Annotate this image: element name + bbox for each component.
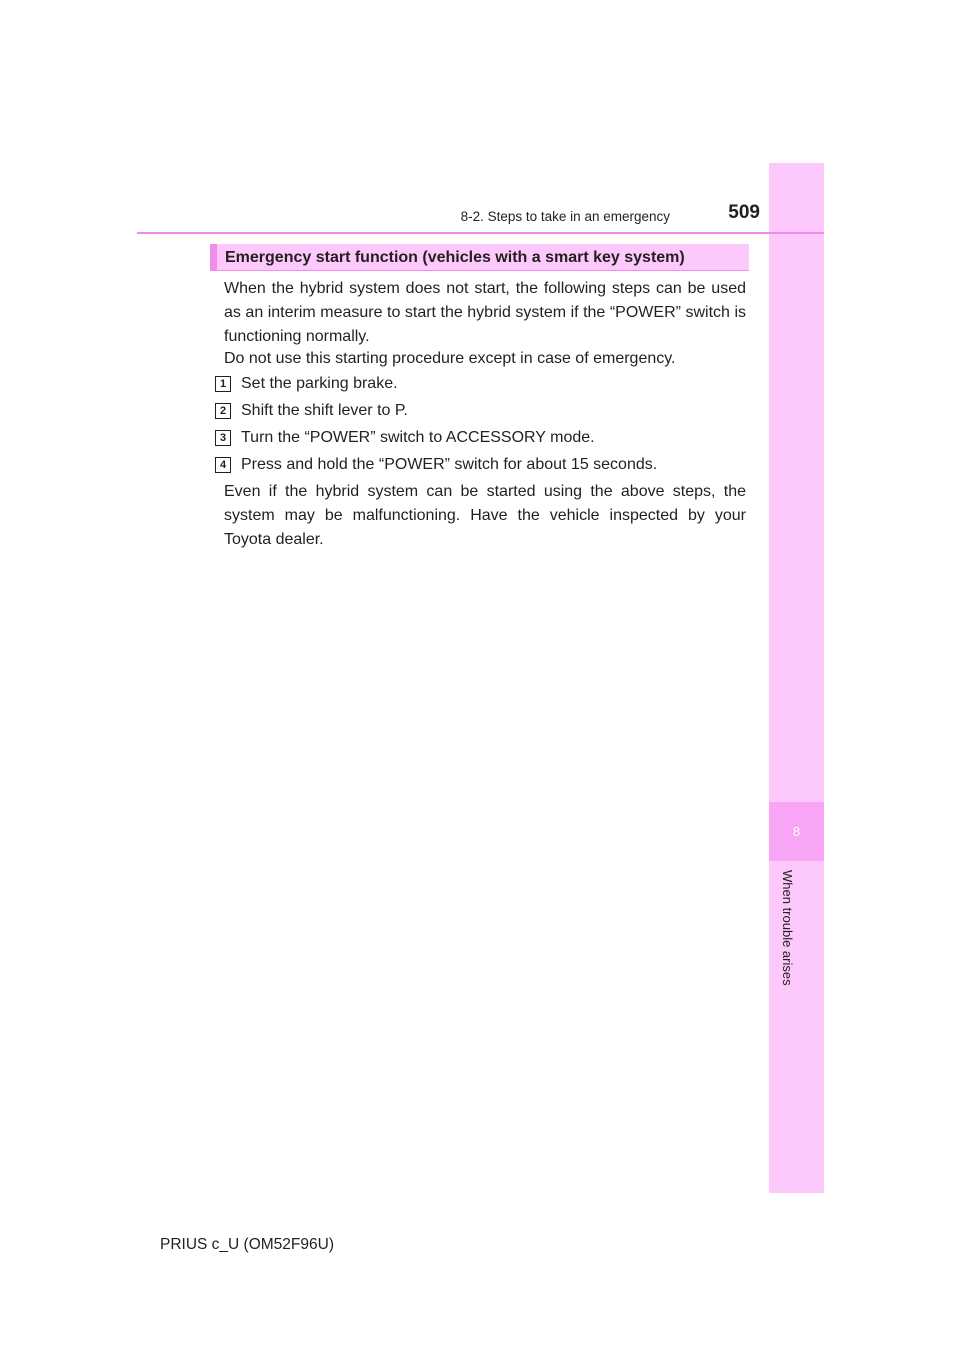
- chapter-side-tab: [769, 163, 824, 1193]
- page-number: 509: [728, 202, 760, 223]
- step-number-badge: 1: [215, 376, 231, 392]
- chapter-number: 8: [769, 802, 824, 861]
- chapter-label: When trouble arises: [780, 870, 795, 986]
- intro-paragraph: When the hybrid system does not start, the following steps can be used as an interim measure to start the hybrid system if the “POWER” switch is functioning normally.: [224, 280, 746, 345]
- emergency-warning: Do not use this starting procedure except in case of emergency.: [224, 350, 676, 367]
- step-text: Shift the shift lever to P.: [241, 402, 408, 419]
- step-number-badge: 4: [215, 457, 231, 473]
- section-heading: Emergency start function (vehicles with a smart key system): [210, 244, 749, 271]
- running-header-title: 8-2. Steps to take in an emergency: [460, 209, 670, 224]
- step-item: [215, 456, 657, 474]
- step-text: Set the parking brake.: [241, 375, 398, 392]
- step-item: [215, 402, 408, 420]
- header-divider: [137, 232, 824, 234]
- step-item: [215, 375, 398, 393]
- step-number-badge: 3: [215, 430, 231, 446]
- model-code-footer: PRIUS c_U (OM52F96U): [160, 1236, 334, 1253]
- closing-paragraph: Even if the hybrid system can be started using the above steps, the system may be malfunctioning. Have the vehicle inspected by your Toyota dealer.: [224, 483, 746, 548]
- step-number-badge: 2: [215, 403, 231, 419]
- step-text: Turn the “POWER” switch to ACCESSORY mode.: [241, 429, 595, 446]
- step-item: [215, 429, 595, 447]
- step-text: Press and hold the “POWER” switch for about 15 seconds.: [241, 456, 658, 473]
